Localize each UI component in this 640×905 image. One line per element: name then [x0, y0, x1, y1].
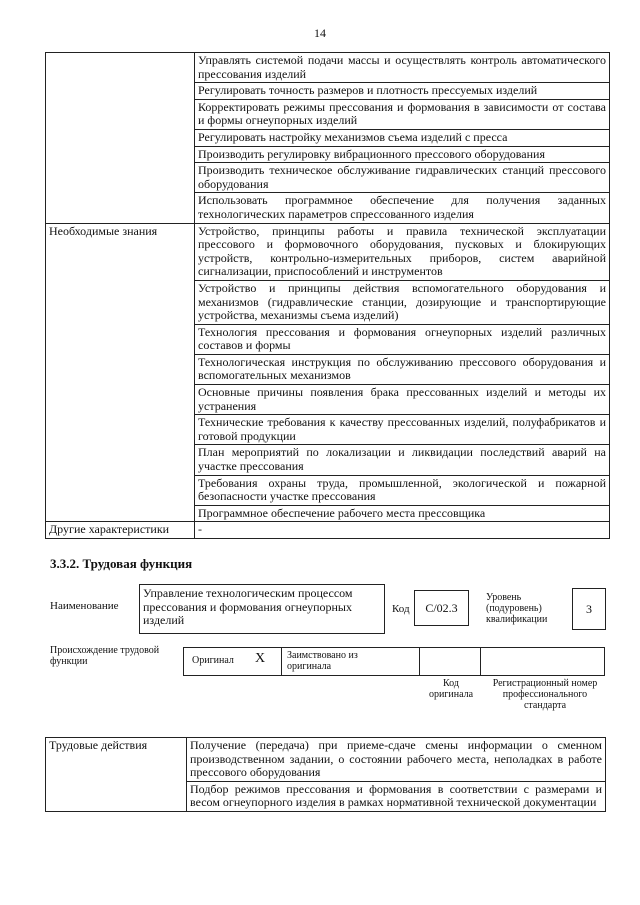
- original-mark: X: [255, 651, 266, 666]
- borrowed-label: Заимствовано из оригинала: [287, 650, 358, 672]
- table-cell: Производить регулировку вибрационного прессового оборудования: [195, 146, 610, 163]
- original-label: Оригинал: [192, 655, 234, 666]
- function-name-box: Управление технологическим процессом прессования и формования огнеупорных изделий: [139, 584, 385, 634]
- table-cell: Технические требования к качеству прессованных изделий, полуфабрикатов и готовой продукции: [195, 415, 610, 445]
- table-cell: Регулировать точность размеров и плотность прессуемых изделий: [195, 83, 610, 100]
- labor-actions-label: Трудовые действия: [46, 738, 187, 812]
- table-cell: План мероприятий по локализации и ликвидации последствий аварий на участке прессования: [195, 445, 610, 475]
- table-cell: Использовать программное обеспечение для получения заданных технологических параметров спрессованного изделия: [195, 193, 610, 223]
- origin-divider-1: [281, 647, 282, 675]
- origin-divider-3: [480, 647, 481, 675]
- origin-label: Происхождение трудовой функции: [50, 645, 160, 667]
- table-cell: Основные причины появления брака прессованных изделий и методы их устранения: [195, 385, 610, 415]
- page-number: 14: [314, 26, 326, 40]
- table-cell: Устройство и принципы действия вспомогательного оборудования и механизмов (гидравлические станции, дозирующие и транспортирующие устройства, механизмы съема изделий): [195, 280, 610, 324]
- code-origin-caption: Код оригинала: [428, 678, 474, 700]
- code-label: Код: [392, 603, 410, 615]
- labor-actions-table: [45, 737, 606, 812]
- table-cell: Получение (передача) при приеме-сдаче смены информации о сменном производственном задании, о состоянии рабочего места, неполадках в работе прессового оборудования: [187, 738, 606, 782]
- table-cell: Устройство, принципы работы и правила технической эксплуатации прессового и формовочного оборудования, пусковых и блокирующих устройств, контрольно-измерительных приборов, систем аварийной сигнализации, приспособлений и инструментов: [195, 223, 610, 280]
- table-cell: Управлять системой подачи массы и осуществлять контроль автоматического прессования изделий: [195, 53, 610, 83]
- reg-number-caption: Регистрационный номер профессионального стандарта: [492, 678, 598, 711]
- knowledge-label: Необходимые знания: [46, 223, 195, 522]
- code-value-box: С/02.3: [414, 590, 469, 626]
- table-row: [46, 522, 610, 539]
- table-cell: Технология прессования и формования огнеупорных изделий различных составов и формы: [195, 324, 610, 354]
- table-cell: Регулировать настройку механизмов съема изделий с пресса: [195, 129, 610, 146]
- table-cell: Подбор режимов прессования и формования в соответствии с размерами и весом огнеупорного изделия в рамках нормативной технической документации: [187, 781, 606, 811]
- origin-divider-2: [419, 647, 420, 675]
- table-cell: Производить техническое обслуживание гидравлических станций прессового оборудования: [195, 163, 610, 193]
- table-cell: Корректировать режимы прессования и формования в зависимости от состава и формы огнеупорных изделий: [195, 99, 610, 129]
- top-competency-table: [45, 52, 610, 539]
- level-value-box: 3: [572, 588, 606, 630]
- table-row: [46, 738, 606, 782]
- table-row: [46, 53, 610, 83]
- other-characteristics-value: -: [195, 522, 610, 539]
- empty-label-cell: [46, 53, 195, 224]
- table-cell: Требования охраны труда, промышленной, экологической и пожарной безопасности участке прессования: [195, 475, 610, 505]
- other-characteristics-label: Другие характеристики: [46, 522, 195, 539]
- table-cell: Технологическая инструкция по обслуживанию прессового оборудования и вспомогательных механизмов: [195, 354, 610, 384]
- table-row: [46, 223, 610, 280]
- section-heading: 3.3.2. Трудовая функция: [50, 556, 193, 571]
- name-label: Наименование: [50, 600, 119, 612]
- level-label: Уровень (подуровень) квалификации: [486, 592, 548, 625]
- table-cell: Программное обеспечение рабочего места прессовщика: [195, 505, 610, 522]
